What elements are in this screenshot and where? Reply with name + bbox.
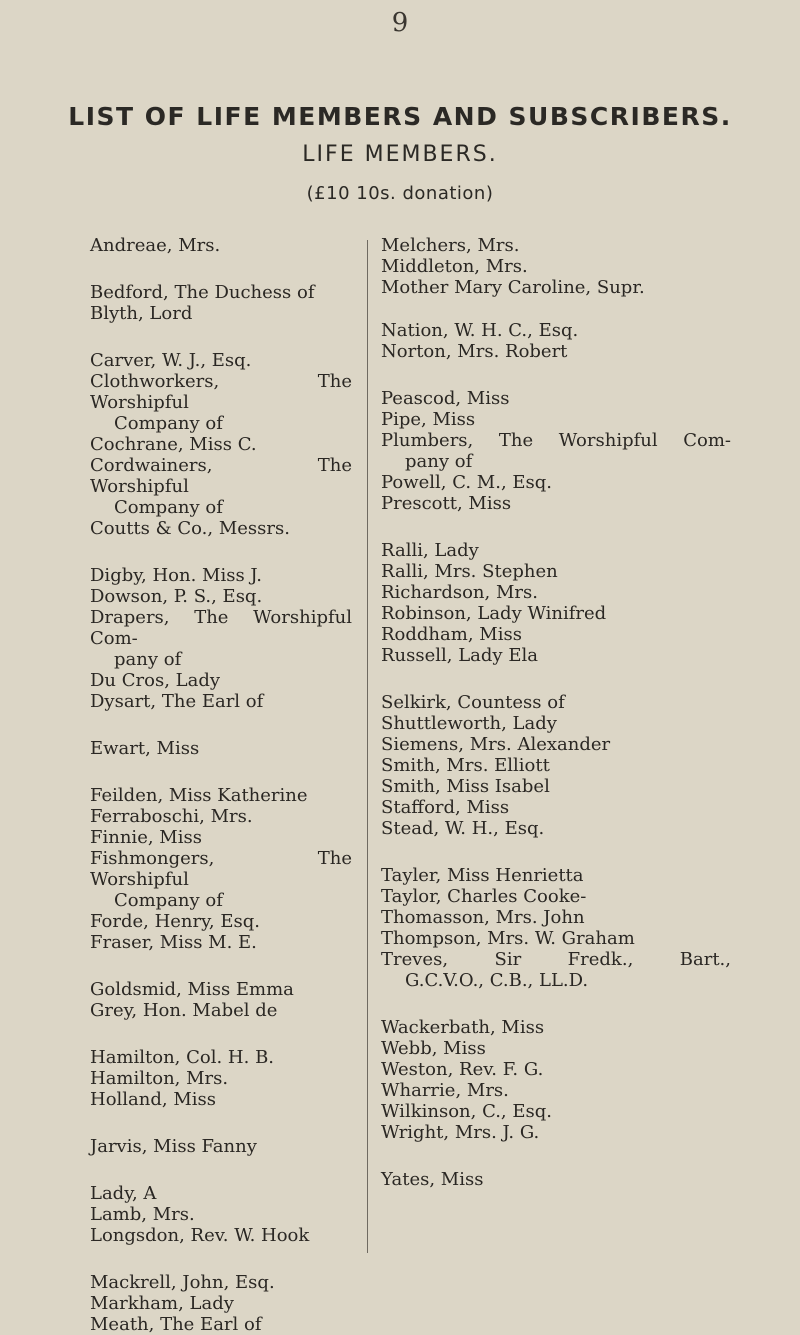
member-name: Thompson, Mrs. W. Graham bbox=[381, 928, 635, 949]
member-name: Selkirk, Countess of bbox=[381, 692, 565, 713]
member-entry bbox=[90, 518, 352, 539]
member-entry bbox=[381, 603, 731, 624]
member-name-continuation: Company of bbox=[114, 497, 223, 518]
member-name: Drapers, The Worshipful Com- bbox=[90, 607, 352, 649]
left-member-column bbox=[90, 235, 352, 1335]
member-entry bbox=[90, 1089, 352, 1110]
member-entry bbox=[90, 738, 352, 759]
page-title: LIST OF LIFE MEMBERS AND SUBSCRIBERS. bbox=[68, 102, 732, 131]
member-name: Tayler, Miss Henrietta bbox=[381, 865, 584, 886]
member-entry bbox=[381, 818, 731, 839]
member-name: Nation, W. H. C., Esq. bbox=[381, 320, 579, 341]
member-entry bbox=[381, 755, 731, 776]
member-name: Webb, Miss bbox=[381, 1038, 486, 1059]
member-entry bbox=[90, 1272, 352, 1293]
member-name: Shuttleworth, Lady bbox=[381, 713, 557, 734]
member-entry bbox=[381, 645, 731, 666]
member-name: Wackerbath, Miss bbox=[381, 1017, 545, 1038]
member-name: Bedford, The Duchess of bbox=[90, 282, 315, 303]
donation-note: (£10 10s. donation) bbox=[306, 183, 494, 204]
member-name: Powell, C. M., Esq. bbox=[381, 472, 553, 493]
member-name: Treves, Sir Fredk., Bart., bbox=[381, 949, 731, 970]
member-entry bbox=[381, 235, 731, 256]
member-name: Middleton, Mrs. bbox=[381, 256, 528, 277]
member-entry bbox=[90, 1293, 352, 1314]
member-entry bbox=[90, 806, 352, 827]
member-name: Taylor, Charles Cooke- bbox=[381, 886, 587, 907]
member-name: Ewart, Miss bbox=[90, 738, 200, 759]
member-name: Hamilton, Col. H. B. bbox=[90, 1047, 275, 1068]
member-entry bbox=[90, 282, 352, 303]
section-heading: LIFE MEMBERS. bbox=[302, 142, 498, 167]
member-name: Markham, Lady bbox=[90, 1293, 234, 1314]
member-name: Clothworkers, The Worshipful bbox=[90, 371, 352, 413]
member-name: Smith, Miss Isabel bbox=[381, 776, 550, 797]
member-name: Fraser, Miss M. E. bbox=[90, 932, 257, 953]
member-entry bbox=[381, 561, 731, 582]
member-name: Yates, Miss bbox=[381, 1169, 484, 1190]
member-entry bbox=[90, 848, 352, 911]
member-name: Dowson, P. S., Esq. bbox=[90, 586, 263, 607]
member-entry bbox=[90, 586, 352, 607]
member-entry bbox=[90, 1183, 352, 1204]
member-entry bbox=[90, 785, 352, 806]
member-entry bbox=[90, 670, 352, 691]
member-name: Jarvis, Miss Fanny bbox=[90, 1136, 257, 1157]
member-name: Wright, Mrs. J. G. bbox=[381, 1122, 540, 1143]
member-name: Dysart, The Earl of bbox=[90, 691, 264, 712]
member-name-continuation: Company of bbox=[114, 890, 223, 911]
member-entry bbox=[381, 1122, 731, 1143]
member-entry bbox=[381, 493, 731, 514]
member-name: Lamb, Mrs. bbox=[90, 1204, 195, 1225]
member-name: Siemens, Mrs. Alexander bbox=[381, 734, 611, 755]
member-name: Stafford, Miss bbox=[381, 797, 510, 818]
member-name: Longsdon, Rev. W. Hook bbox=[90, 1225, 310, 1246]
member-entry bbox=[90, 303, 352, 324]
member-entry bbox=[381, 1059, 731, 1080]
member-entry bbox=[381, 1169, 731, 1190]
member-name: Roddham, Miss bbox=[381, 624, 522, 645]
member-entry bbox=[381, 797, 731, 818]
member-entry bbox=[90, 1047, 352, 1068]
member-name: Weston, Rev. F. G. bbox=[381, 1059, 544, 1080]
member-entry bbox=[381, 472, 731, 493]
member-name: Ralli, Lady bbox=[381, 540, 479, 561]
member-name: Pipe, Miss bbox=[381, 409, 476, 430]
member-entry bbox=[381, 540, 731, 561]
member-name: Blyth, Lord bbox=[90, 303, 193, 324]
member-name: Russell, Lady Ela bbox=[381, 645, 538, 666]
member-name: Plumbers, The Worshipful Com- bbox=[381, 430, 731, 451]
member-name: Wilkinson, C., Esq. bbox=[381, 1101, 552, 1122]
member-entry bbox=[90, 565, 352, 586]
member-entry bbox=[90, 1000, 352, 1021]
member-name: Grey, Hon. Mabel de bbox=[90, 1000, 278, 1021]
right-member-column bbox=[381, 235, 731, 1190]
member-entry bbox=[90, 434, 352, 455]
member-name: Cordwainers, The Worshipful bbox=[90, 455, 352, 497]
member-name: Ralli, Mrs. Stephen bbox=[381, 561, 558, 582]
member-name: Melchers, Mrs. bbox=[381, 235, 520, 256]
member-entry bbox=[381, 430, 731, 472]
member-entry bbox=[90, 607, 352, 670]
member-name: Forde, Henry, Esq. bbox=[90, 911, 260, 932]
member-name: Norton, Mrs. Robert bbox=[381, 341, 568, 362]
member-name: Richardson, Mrs. bbox=[381, 582, 538, 603]
member-entry bbox=[90, 932, 352, 953]
member-entry bbox=[381, 582, 731, 603]
member-name: Wharrie, Mrs. bbox=[381, 1080, 509, 1101]
member-name: Finnie, Miss bbox=[90, 827, 202, 848]
member-entry bbox=[381, 277, 731, 298]
member-entry bbox=[90, 1204, 352, 1225]
member-name: Stead, W. H., Esq. bbox=[381, 818, 545, 839]
member-name: Meath, The Earl of bbox=[90, 1314, 262, 1335]
member-name: Ferraboschi, Mrs. bbox=[90, 806, 253, 827]
member-name: Cochrane, Miss C. bbox=[90, 434, 257, 455]
member-name: Mother Mary Caroline, Supr. bbox=[381, 277, 645, 298]
member-name: Lady, A bbox=[90, 1183, 157, 1204]
member-entry bbox=[90, 911, 352, 932]
member-entry bbox=[90, 371, 352, 434]
member-name: Peascod, Miss bbox=[381, 388, 510, 409]
member-entry bbox=[381, 341, 731, 362]
page-number: 9 bbox=[391, 8, 409, 38]
member-name: Coutts & Co., Messrs. bbox=[90, 518, 290, 539]
member-entry bbox=[90, 1225, 352, 1246]
member-entry bbox=[381, 865, 731, 886]
member-entry bbox=[90, 691, 352, 712]
member-entry bbox=[381, 1038, 731, 1059]
member-entry bbox=[90, 1136, 352, 1157]
member-entry bbox=[381, 256, 731, 277]
member-name: Carver, W. J., Esq. bbox=[90, 350, 252, 371]
member-name-continuation: G.C.V.O., C.B., LL.D. bbox=[405, 970, 589, 991]
member-entry bbox=[381, 949, 731, 991]
member-entry bbox=[90, 1068, 352, 1089]
member-name: Thomasson, Mrs. John bbox=[381, 907, 585, 928]
member-entry bbox=[381, 624, 731, 645]
member-entry bbox=[90, 1314, 352, 1335]
member-entry bbox=[381, 320, 731, 341]
member-name: Andreae, Mrs. bbox=[90, 235, 221, 256]
member-name: Mackrell, John, Esq. bbox=[90, 1272, 275, 1293]
member-entry bbox=[90, 350, 352, 371]
member-entry bbox=[381, 907, 731, 928]
member-entry bbox=[381, 1101, 731, 1122]
member-entry bbox=[90, 979, 352, 1000]
member-name: Digby, Hon. Miss J. bbox=[90, 565, 262, 586]
member-entry bbox=[381, 734, 731, 755]
column-divider bbox=[367, 240, 368, 1253]
member-entry bbox=[90, 827, 352, 848]
member-entry bbox=[381, 776, 731, 797]
member-name: Prescott, Miss bbox=[381, 493, 512, 514]
member-name: Goldsmid, Miss Emma bbox=[90, 979, 294, 1000]
member-entry bbox=[381, 692, 731, 713]
member-entry bbox=[381, 886, 731, 907]
member-entry bbox=[381, 713, 731, 734]
member-name-continuation: pany of bbox=[114, 649, 182, 670]
member-name-continuation: Company of bbox=[114, 413, 223, 434]
member-entry bbox=[381, 928, 731, 949]
member-entry bbox=[381, 409, 731, 430]
member-name: Hamilton, Mrs. bbox=[90, 1068, 229, 1089]
member-name: Du Cros, Lady bbox=[90, 670, 221, 691]
member-name: Smith, Mrs. Elliott bbox=[381, 755, 550, 776]
member-name: Fishmongers, The Worshipful bbox=[90, 848, 352, 890]
member-name: Feilden, Miss Katherine bbox=[90, 785, 308, 806]
member-entry bbox=[381, 1080, 731, 1101]
member-entry bbox=[90, 235, 352, 256]
member-name: Holland, Miss bbox=[90, 1089, 216, 1110]
member-entry bbox=[381, 388, 731, 409]
member-entry bbox=[381, 1017, 731, 1038]
member-entry bbox=[90, 455, 352, 518]
member-name: Robinson, Lady Winifred bbox=[381, 603, 607, 624]
member-name-continuation: pany of bbox=[405, 451, 473, 472]
